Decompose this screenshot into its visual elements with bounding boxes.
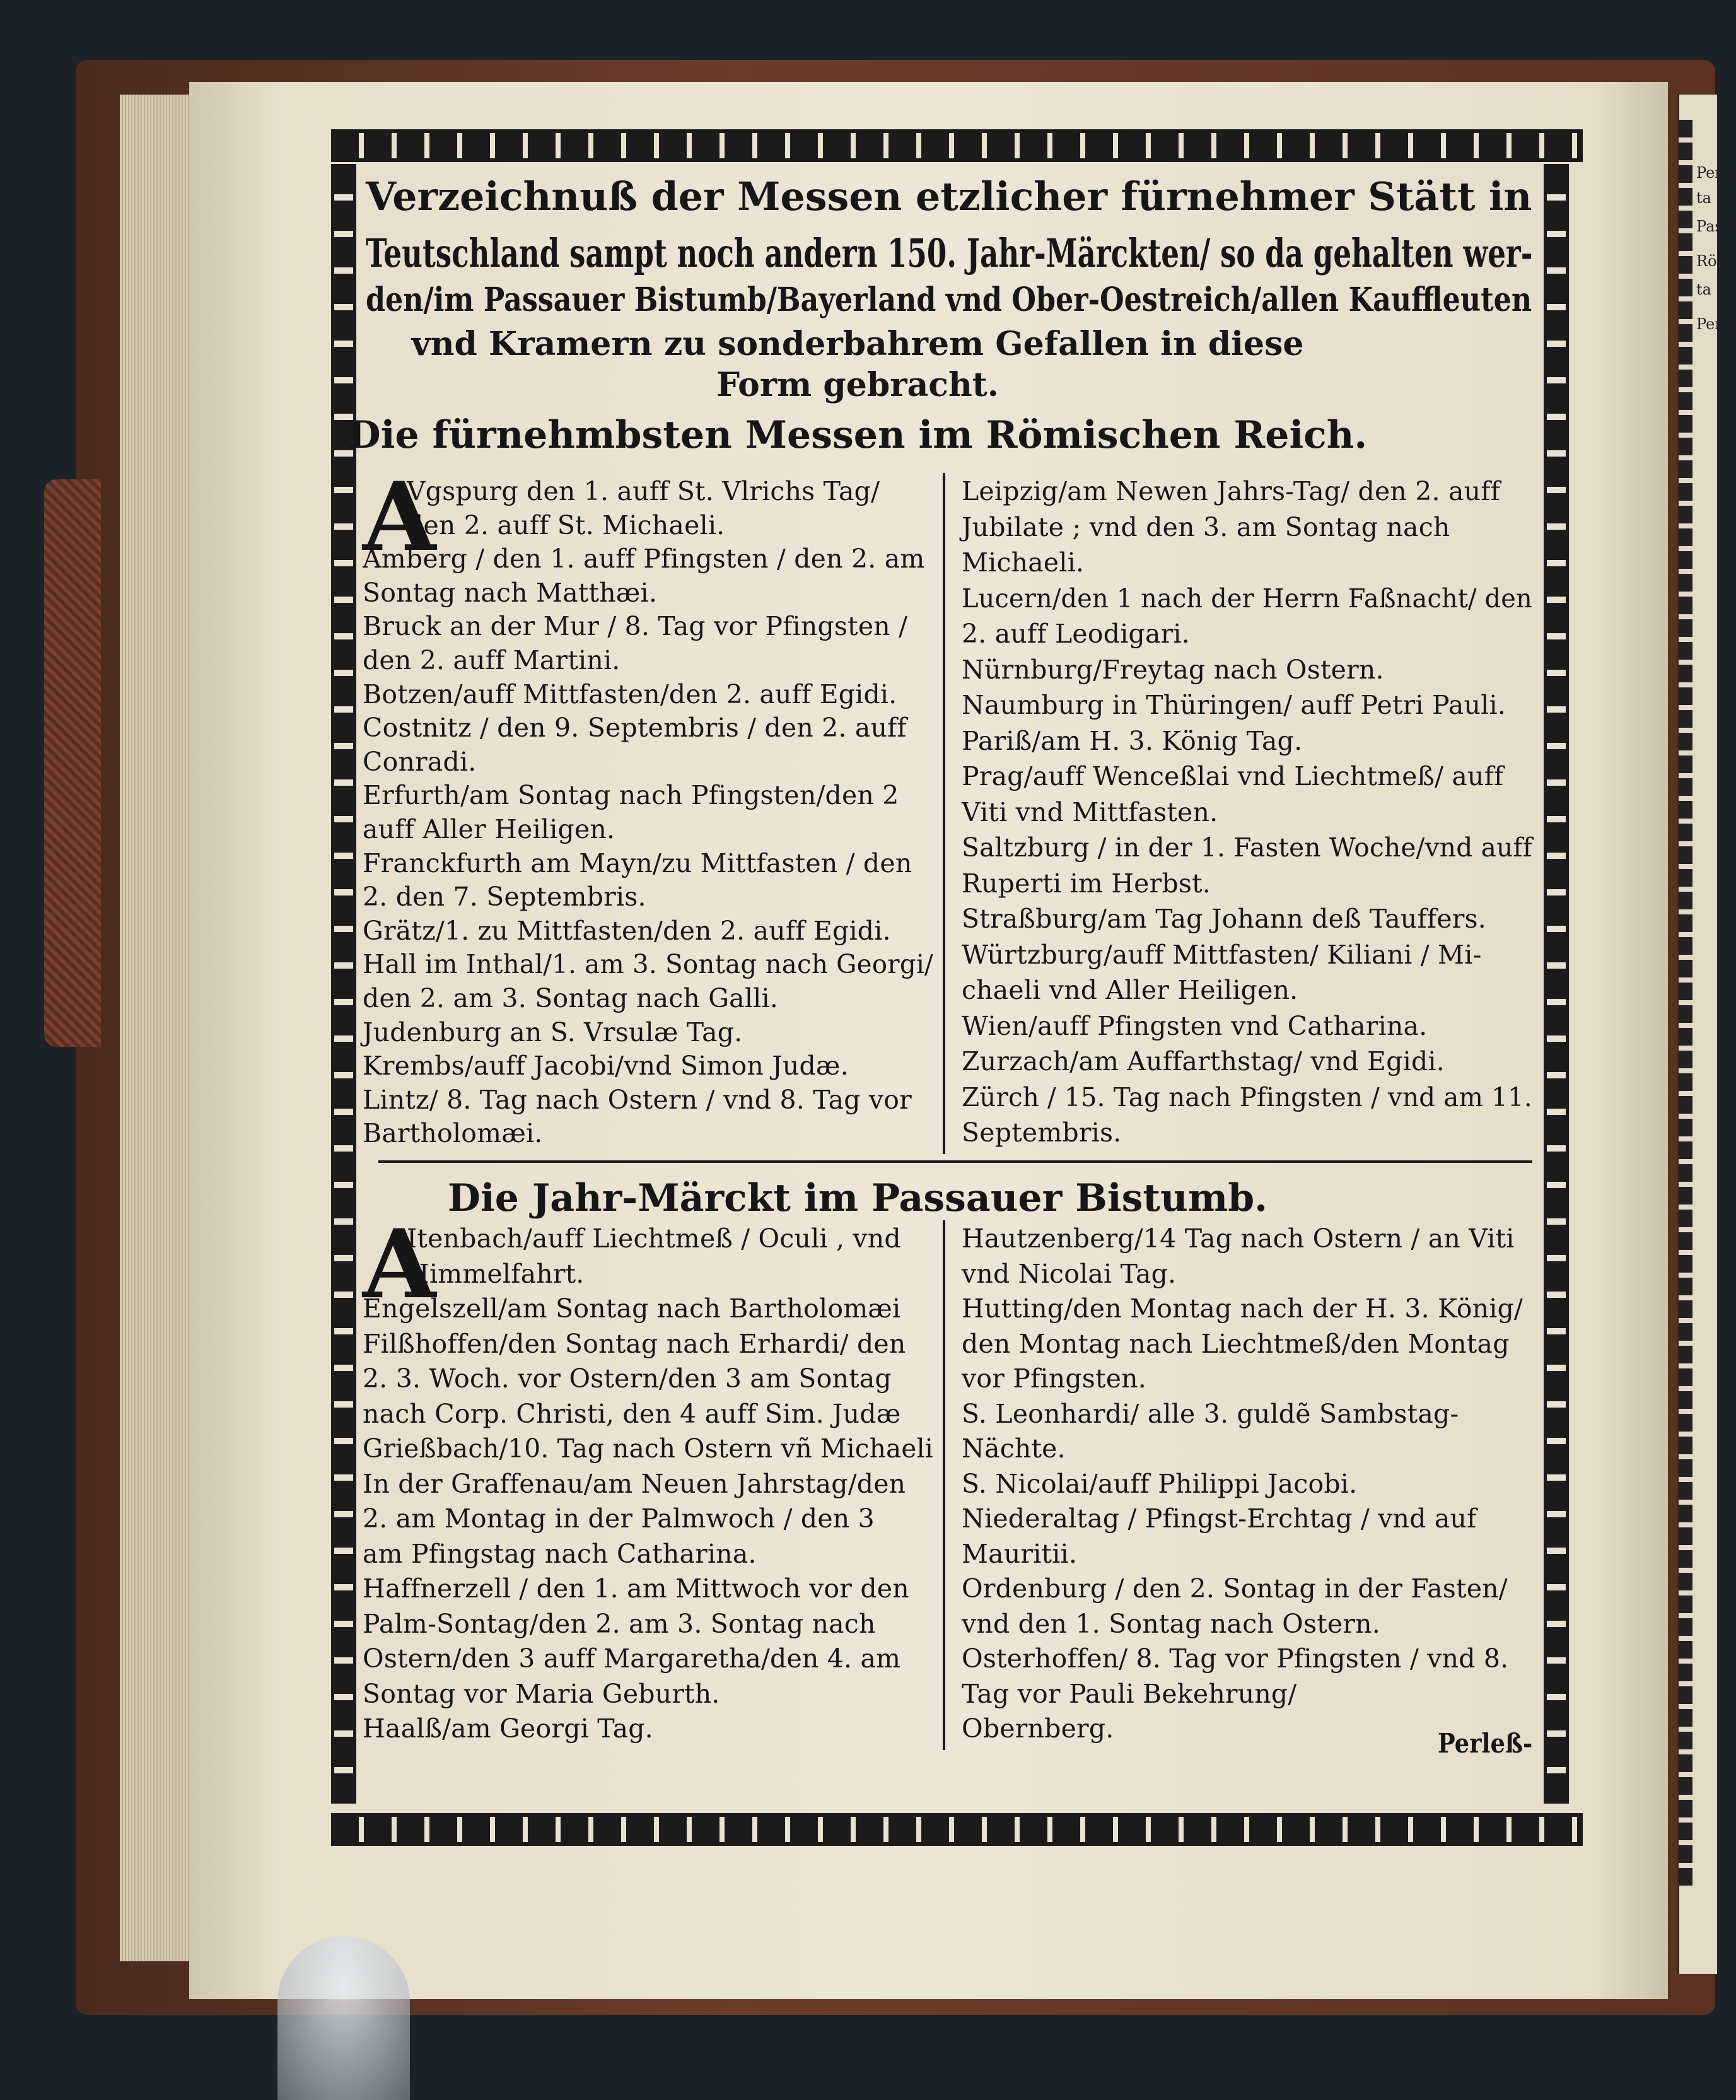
entry-line: am Pfingstag nach Catharina. bbox=[363, 1538, 757, 1569]
entry-line: 2. am Montag in der Palmwoch / den 3 bbox=[363, 1503, 875, 1534]
entry-line: Würtzburg/auff Mittfasten/ Kiliani / Mi- bbox=[962, 939, 1482, 970]
entry-line: Filßhoffen/den Sontag nach Erhardi/ den bbox=[363, 1328, 906, 1359]
entry-line: nach Corp. Christi, den 4 auff Sim. Judæ bbox=[363, 1398, 901, 1429]
page-clip bbox=[277, 1936, 410, 2100]
facing-page-fragment: ta bbox=[1696, 189, 1711, 207]
entry-line: vor Pfingsten. bbox=[962, 1363, 1147, 1394]
entry-line: Palm-Sontag/den 2. am 3. Sontag nach bbox=[363, 1608, 876, 1639]
entry-line: Septembris. bbox=[962, 1117, 1122, 1148]
entry-line: Nächte. bbox=[962, 1433, 1066, 1464]
entry-line: Tag vor Pauli Bekehrung/ bbox=[962, 1678, 1297, 1709]
entry-line: Himmelfahrt. bbox=[407, 1258, 585, 1289]
entry-line: Bartholomæi. bbox=[363, 1118, 543, 1149]
entry-line: Mauritii. bbox=[962, 1538, 1078, 1569]
entry-line: Costnitz / den 9. Septembris / den 2. auff bbox=[363, 713, 907, 744]
entry-line: In der Graffenau/am Neuen Jahrstag/den bbox=[363, 1468, 906, 1499]
facing-page-fragment: Röh bbox=[1696, 252, 1727, 270]
title-line-2: Teutschland sampt noch andern 150. Jahr-Märckten/ so da gehalten wer- bbox=[366, 230, 1533, 276]
entry-line: Obernberg. bbox=[962, 1713, 1114, 1744]
entry-line: Grießbach/10. Tag nach Ostern vñ Michaeli bbox=[363, 1433, 933, 1464]
section-heading-jahrmarckt: Die Jahr-Märckt im Passauer Bistumb. bbox=[447, 1176, 1268, 1220]
entry-line: Jubilate ; vnd den 3. am Sontag nach bbox=[962, 511, 1450, 542]
entry-line: Michaeli. bbox=[962, 547, 1085, 578]
ornament-border-top bbox=[331, 129, 1583, 162]
entry-line: Pariß/am H. 3. König Tag. bbox=[962, 725, 1303, 756]
entry-line: Botzen/auff Mittfasten/den 2. auff Egidi. bbox=[363, 679, 897, 709]
column-divider bbox=[943, 1220, 945, 1750]
column-divider bbox=[943, 473, 945, 1154]
entry-line: Ostern/den 3 auff Margaretha/den 4. am bbox=[363, 1643, 901, 1674]
section-heading-messen: Die fürnehmbsten Messen im Römischen Reich. bbox=[347, 413, 1368, 457]
entry-line: vnd den 1. Sontag nach Ostern. bbox=[962, 1608, 1381, 1639]
entry-line: vnd Nicolai Tag. bbox=[962, 1258, 1177, 1289]
entry-line: chaeli vnd Aller Heiligen. bbox=[962, 975, 1298, 1005]
section-rule bbox=[378, 1160, 1532, 1163]
entry-line: S. Nicolai/auff Philippi Jacobi. bbox=[962, 1468, 1358, 1499]
title-line-1: Verzeichnuß der Messen etzlicher fürnehmer Stätt in bbox=[366, 173, 1532, 219]
entry-line: 2. 3. Woch. vor Ostern/den 3 am Sontag bbox=[363, 1363, 892, 1394]
entry-line: Niederaltag / Pfingst-Erchtag / vnd auf bbox=[962, 1503, 1477, 1534]
ornament-border-bottom bbox=[331, 1813, 1583, 1846]
ornament-border-right bbox=[1544, 164, 1569, 1804]
entry-line: 2. auff Leodigari. bbox=[962, 619, 1190, 649]
entry-line: 2. den 7. Septembris. bbox=[363, 882, 646, 913]
entry-line: Saltzburg / in der 1. Fasten Woche/vnd auff bbox=[962, 832, 1533, 863]
entry-line: Osterhoffen/ 8. Tag vor Pfingsten / vnd 8. bbox=[962, 1643, 1509, 1674]
entry-line: Grätz/1. zu Mittfasten/den 2. auff Egidi. bbox=[363, 915, 891, 946]
entry-line: Haffnerzell / den 1. am Mittwoch vor den bbox=[363, 1573, 909, 1604]
entry-line: S. Leonhardi/ alle 3. guldẽ Sambstag- bbox=[962, 1398, 1459, 1429]
entry-line: Sontag nach Matthæi. bbox=[363, 577, 658, 608]
entry-line: Leipzig/am Newen Jahrs-Tag/ den 2. auff bbox=[962, 476, 1501, 506]
entry-line: Straßburg/am Tag Johann deß Tauffers. bbox=[962, 904, 1486, 934]
entry-line: Nürnburg/Freytag nach Ostern. bbox=[962, 654, 1384, 685]
ribbon-bookmark bbox=[44, 479, 101, 1047]
entry-line: Itenbach/auff Liechtmeß / Oculi , vnd bbox=[407, 1223, 901, 1254]
entry-line: auff Aller Heiligen. bbox=[363, 814, 615, 844]
entry-line: Zurzach/am Auffarthstag/ vnd Egidi. bbox=[962, 1046, 1445, 1076]
entry-line: Conradi. bbox=[363, 746, 477, 777]
entry-line: Prag/auff Wenceßlai vnd Liechtmeß/ auff bbox=[962, 761, 1504, 791]
entry-line: Lintz/ 8. Tag nach Ostern / vnd 8. Tag vor bbox=[363, 1084, 912, 1115]
drop-cap: A bbox=[363, 1209, 436, 1320]
entry-line: Hall im Inthal/1. am 3. Sontag nach Georgi/ bbox=[363, 949, 933, 980]
entry-line: Wien/auff Pfingsten vnd Catharina. bbox=[962, 1010, 1428, 1041]
ornament-border-left bbox=[331, 164, 356, 1804]
entry-line: Sontag vor Maria Geburth. bbox=[363, 1678, 720, 1709]
title-line-4: vnd Kramern zu sonderbahrem Gefallen in diese bbox=[411, 325, 1304, 363]
entry-line: Viti vnd Mittfasten. bbox=[962, 796, 1218, 827]
entry-line: Ordenburg / den 2. Sontag in der Fasten/ bbox=[962, 1573, 1508, 1604]
facing-page-fragment: ta bbox=[1696, 281, 1711, 298]
entry-line: den 2. am 3. Sontag nach Galli. bbox=[363, 983, 778, 1013]
entry-line: Bruck an der Mur / 8. Tag vor Pfingsten / bbox=[363, 611, 908, 642]
entry-line: Vgspurg den 1. auff St. Vlrichs Tag/ bbox=[407, 476, 880, 506]
entry-line: Ruperti im Herbst. bbox=[962, 868, 1211, 899]
facing-page-fragment: Pass bbox=[1696, 218, 1731, 235]
entry-line: den 2. auff St. Michaeli. bbox=[407, 510, 725, 540]
entry-line: Franckfurth am Mayn/zu Mittfasten / den bbox=[363, 848, 912, 878]
entry-line: den Montag nach Liechtmeß/den Montag bbox=[962, 1328, 1510, 1359]
facing-page-fragment: Perle bbox=[1696, 164, 1736, 182]
entry-line: Erfurth/am Sontag nach Pfingsten/den 2 bbox=[363, 780, 899, 811]
facing-page-fragment: Perle bbox=[1696, 315, 1736, 333]
entry-line: Amberg / den 1. auff Pfingsten / den 2. am bbox=[363, 544, 925, 575]
entry-line: Krembs/auff Jacobi/vnd Simon Judæ. bbox=[363, 1051, 849, 1082]
entry-line: Naumburg in Thüringen/ auff Petri Pauli. bbox=[962, 690, 1506, 720]
entry-line: Hautzenberg/14 Tag nach Ostern / an Viti bbox=[962, 1223, 1515, 1254]
entry-line: Lucern/den 1 nach der Herrn Faßnacht/ den bbox=[962, 583, 1532, 614]
entry-line: Judenburg an S. Vrsulæ Tag. bbox=[363, 1017, 743, 1047]
entry-line: Engelszell/am Sontag nach Bartholomæi bbox=[363, 1293, 901, 1324]
title-line-5: Form gebracht. bbox=[716, 366, 999, 404]
entry-line: Zürch / 15. Tag nach Pfingsten / vnd am 11. bbox=[962, 1082, 1532, 1112]
entry-line: den 2. auff Martini. bbox=[363, 645, 620, 675]
catchword: Perleß- bbox=[1438, 1728, 1533, 1759]
entry-line: Haalß/am Georgi Tag. bbox=[363, 1713, 653, 1744]
title-line-3: den/im Passauer Bistumb/Bayerland vnd Ober-Oestreich/allen Kauffleuten bbox=[366, 281, 1532, 319]
entry-line: Hutting/den Montag nach der H. 3. König/ bbox=[962, 1293, 1523, 1324]
drop-cap: A bbox=[363, 462, 436, 573]
